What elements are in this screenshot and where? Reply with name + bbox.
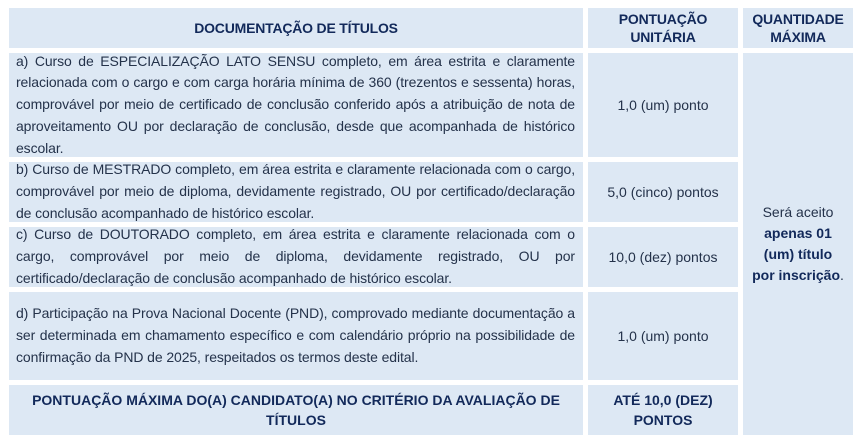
row-b-description: b) Curso de MESTRADO completo, em área estrita e claramente relacionada com o cargo, comprovável por meio de diploma, devidamente registrado, OU por certificado/declaração de conclusão acompanhado de histórico escolar. bbox=[9, 162, 583, 222]
header-documentation: DOCUMENTAÇÃO DE TÍTULOS bbox=[9, 8, 583, 48]
row-b-score: 5,0 (cinco) pontos bbox=[588, 162, 738, 222]
footer-label: PONTUAÇÃO MÁXIMA DO(A) CANDIDATO(A) NO CRITÉRIO DA AVALIAÇÃO DE TÍTULOS bbox=[9, 385, 583, 435]
row-a-score: 1,0 (um) ponto bbox=[588, 53, 738, 157]
max-quantity-cell bbox=[743, 53, 853, 435]
max-quantity-bold: apenas 01 (um) título por inscrição bbox=[752, 225, 841, 283]
row-a-description: a) Curso de ESPECIALIZAÇÃO LATO SENSU completo, em área estrita e claramente relacionada com o cargo e com carga horária mínima de 360 (trezentos e sessenta) horas, comprovável por meio de certificado de conclusão conferido após a atribuição de nota de aproveitamento OU por declaração de conclusão, desde que acompanhada de histórico escolar. bbox=[9, 53, 583, 157]
header-max-quantity: QUANTIDADE MÁXIMA bbox=[743, 8, 853, 48]
row-d-score: 1,0 (um) ponto bbox=[588, 292, 738, 380]
row-c-score: 10,0 (dez) pontos bbox=[588, 227, 738, 287]
titles-table bbox=[9, 8, 853, 435]
header-unit-score: PONTUAÇÃO UNITÁRIA bbox=[588, 8, 738, 48]
max-quantity-prefix: Será aceito bbox=[762, 204, 834, 220]
row-d-description: d) Participação na Prova Nacional Docente (PND), comprovado mediante documentação a ser determinada em chamamento específico e com calendário próprio na possibilidade de confirmação da PND de 2025, respeitados os termos deste edital. bbox=[9, 292, 583, 380]
row-c-description: c) Curso de DOUTORADO completo, em área estrita e claramente relacionada com o cargo, comprovável por meio de diploma, devidamente registrado, OU por certificado/declaração de conclusão acompanhado de histórico escolar. bbox=[9, 227, 583, 287]
max-quantity-suffix: . bbox=[840, 267, 844, 283]
footer-value: ATÉ 10,0 (DEZ) PONTOS bbox=[588, 385, 738, 435]
